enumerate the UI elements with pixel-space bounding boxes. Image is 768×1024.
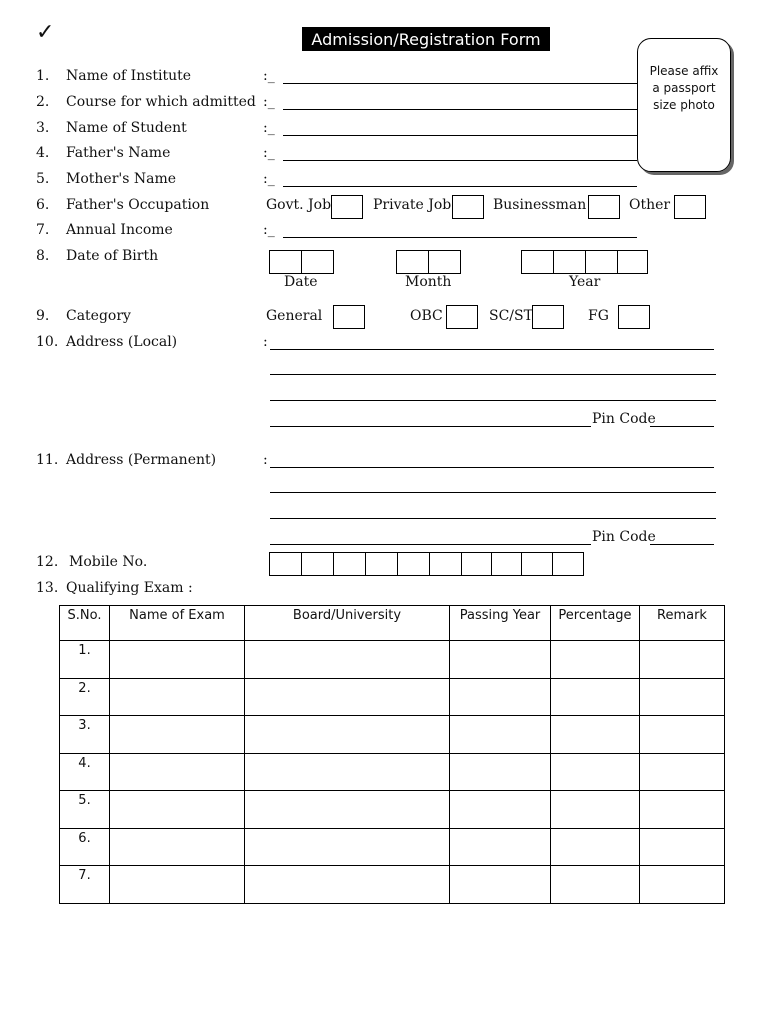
photo-text: Please affix [649, 64, 719, 78]
category-option-label: FG [588, 308, 609, 324]
photo-text: size photo [653, 98, 715, 112]
field-label-student: Name of Student [66, 120, 187, 136]
address-permanent-line[interactable] [270, 518, 716, 519]
mobile-digit-box[interactable] [429, 552, 462, 576]
dob-year-digit-box[interactable] [617, 250, 648, 274]
income-input-line[interactable] [283, 237, 637, 238]
table-header-row [60, 606, 725, 641]
table-cell[interactable] [640, 641, 725, 679]
address-permanent-line[interactable] [270, 492, 716, 493]
field-label-income: Annual Income [66, 222, 173, 238]
table-cell[interactable] [551, 791, 640, 829]
column-header: Percentage [551, 606, 640, 641]
field-number: 13. [36, 580, 59, 596]
field-number: 2. [36, 94, 50, 110]
pin-code-label: Pin Code [592, 529, 656, 545]
pin-code-label: Pin Code [592, 411, 656, 427]
general-checkbox[interactable] [333, 305, 365, 329]
pin-code-permanent-line[interactable] [650, 544, 714, 545]
table-cell[interactable] [110, 641, 245, 679]
mobile-digit-box[interactable] [333, 552, 366, 576]
dob-year-digit-box[interactable] [521, 250, 554, 274]
occupation-option-label: Private Job [373, 197, 452, 213]
private-job-checkbox[interactable] [452, 195, 484, 219]
field-label-course: Course for which admitted [66, 94, 256, 110]
table-cell[interactable] [450, 791, 551, 829]
row-number: 1. [60, 641, 110, 679]
check-mark-icon: ✓ [36, 20, 55, 45]
field-number: 1. [36, 68, 50, 84]
table-cell[interactable] [640, 791, 725, 829]
table-cell[interactable] [551, 828, 640, 866]
column-header: S.No. [60, 606, 110, 641]
table-cell[interactable] [110, 828, 245, 866]
occupation-option-label: Other [629, 197, 671, 213]
field-number: 7. [36, 222, 50, 238]
address-permanent-line[interactable] [270, 467, 714, 468]
field-number: 6. [36, 197, 50, 213]
occupation-option-label: Businessman [493, 197, 587, 213]
table-cell[interactable] [110, 716, 245, 754]
address-local-line[interactable] [270, 349, 714, 350]
row-number: 7. [60, 866, 110, 904]
table-row [60, 791, 725, 829]
father-input-line[interactable] [283, 160, 637, 161]
table-cell[interactable] [551, 678, 640, 716]
row-number: 3. [60, 716, 110, 754]
field-label-institute: Name of Institute [66, 68, 192, 84]
table-cell[interactable] [245, 716, 450, 754]
table-cell[interactable] [640, 828, 725, 866]
field-label-mobile: Mobile No. [69, 554, 148, 570]
field-number: 11. [36, 452, 59, 468]
address-local-line[interactable] [270, 374, 716, 375]
row-number: 5. [60, 791, 110, 829]
table-cell[interactable] [551, 866, 640, 904]
colon: :_ [263, 120, 275, 136]
table-row [60, 828, 725, 866]
table-cell[interactable] [450, 641, 551, 679]
category-option-label: General [266, 308, 323, 324]
fg-checkbox[interactable] [618, 305, 650, 329]
mobile-digit-box[interactable] [301, 552, 334, 576]
dob-year-digit-box[interactable] [585, 250, 618, 274]
colon: :_ [263, 222, 275, 238]
obc-checkbox[interactable] [446, 305, 478, 329]
field-label-address-permanent: Address (Permanent) [66, 452, 217, 468]
dob-date-digit-box[interactable] [301, 250, 334, 274]
photo-text: a passport [652, 81, 716, 95]
mobile-digit-box[interactable] [269, 552, 302, 576]
form-title: Admission/Registration Form [302, 27, 550, 51]
table-cell[interactable] [551, 641, 640, 679]
table-cell[interactable] [245, 678, 450, 716]
course-input-line[interactable] [283, 109, 637, 110]
table-cell[interactable] [110, 678, 245, 716]
field-number: 12. [36, 554, 59, 570]
table-cell[interactable] [245, 828, 450, 866]
dob-date-digit-box[interactable] [269, 250, 302, 274]
mobile-digit-box[interactable] [397, 552, 430, 576]
field-number: 4. [36, 145, 50, 161]
field-label-address-local: Address (Local) [66, 334, 178, 350]
colon: :_ [263, 68, 275, 84]
field-number: 9. [36, 308, 50, 324]
address-local-line[interactable] [270, 426, 591, 427]
table-row [60, 678, 725, 716]
occupation-option-label: Govt. Job [266, 197, 332, 213]
table-cell[interactable] [245, 641, 450, 679]
mobile-digit-box[interactable] [365, 552, 398, 576]
colon: : [263, 452, 268, 468]
category-option-label: OBC [410, 308, 443, 324]
photo-placeholder[interactable] [637, 38, 731, 172]
table-cell[interactable] [450, 828, 551, 866]
table-cell[interactable] [450, 678, 551, 716]
table-cell[interactable] [110, 791, 245, 829]
pin-code-local-line[interactable] [650, 426, 714, 427]
dob-month-digit-box[interactable] [428, 250, 461, 274]
table-row [60, 753, 725, 791]
table-cell[interactable] [640, 716, 725, 754]
row-number: 6. [60, 828, 110, 866]
field-label-occupation: Father's Occupation [66, 197, 210, 213]
column-header: Board/University [245, 606, 450, 641]
table-cell[interactable] [110, 866, 245, 904]
businessman-checkbox[interactable] [588, 195, 620, 219]
institute-input-line[interactable] [283, 83, 637, 84]
student-input-line[interactable] [283, 135, 637, 136]
qualifying-exam-table [59, 605, 725, 904]
row-number: 4. [60, 753, 110, 791]
table-cell[interactable] [450, 716, 551, 754]
table-cell[interactable] [640, 678, 725, 716]
dob-year-label: Year [569, 274, 601, 290]
table-cell[interactable] [245, 791, 450, 829]
colon: : [263, 334, 268, 350]
field-number: 5. [36, 171, 50, 187]
mother-input-line[interactable] [283, 186, 637, 187]
field-number: 3. [36, 120, 50, 136]
field-label-dob: Date of Birth [66, 248, 159, 264]
table-cell[interactable] [450, 866, 551, 904]
govt-job-checkbox[interactable] [331, 195, 363, 219]
table-row [60, 716, 725, 754]
scst-checkbox[interactable] [532, 305, 564, 329]
field-number: 8. [36, 248, 50, 264]
dob-date-label: Date [284, 274, 318, 290]
table-cell[interactable] [640, 753, 725, 791]
table-row [60, 866, 725, 904]
colon: :_ [263, 94, 275, 110]
column-header: Name of Exam [110, 606, 245, 641]
mobile-digit-box[interactable] [521, 552, 553, 576]
table-cell[interactable] [245, 866, 450, 904]
row-number: 2. [60, 678, 110, 716]
other-checkbox[interactable] [674, 195, 706, 219]
field-number: 10. [36, 334, 59, 350]
colon: :_ [263, 171, 275, 187]
field-label-mother: Mother's Name [66, 171, 177, 187]
table-cell[interactable] [450, 753, 551, 791]
table-row [60, 641, 725, 679]
colon: :_ [263, 145, 275, 161]
dob-month-digit-box[interactable] [396, 250, 429, 274]
column-header: Passing Year [450, 606, 551, 641]
field-label-category: Category [66, 308, 131, 324]
dob-year-digit-box[interactable] [553, 250, 586, 274]
mobile-digit-box[interactable] [461, 552, 492, 576]
mobile-digit-box[interactable] [491, 552, 522, 576]
field-label-qualifying-exam: Qualifying Exam : [66, 580, 193, 596]
dob-month-label: Month [405, 274, 452, 290]
column-header: Remark [640, 606, 725, 641]
address-local-line[interactable] [270, 400, 716, 401]
category-option-label: SC/ST [489, 308, 533, 324]
table-cell[interactable] [551, 716, 640, 754]
table-cell[interactable] [245, 753, 450, 791]
field-label-father: Father's Name [66, 145, 171, 161]
table-cell[interactable] [640, 866, 725, 904]
table-cell[interactable] [110, 753, 245, 791]
address-permanent-line[interactable] [270, 544, 591, 545]
table-cell[interactable] [551, 753, 640, 791]
mobile-digit-box[interactable] [552, 552, 584, 576]
